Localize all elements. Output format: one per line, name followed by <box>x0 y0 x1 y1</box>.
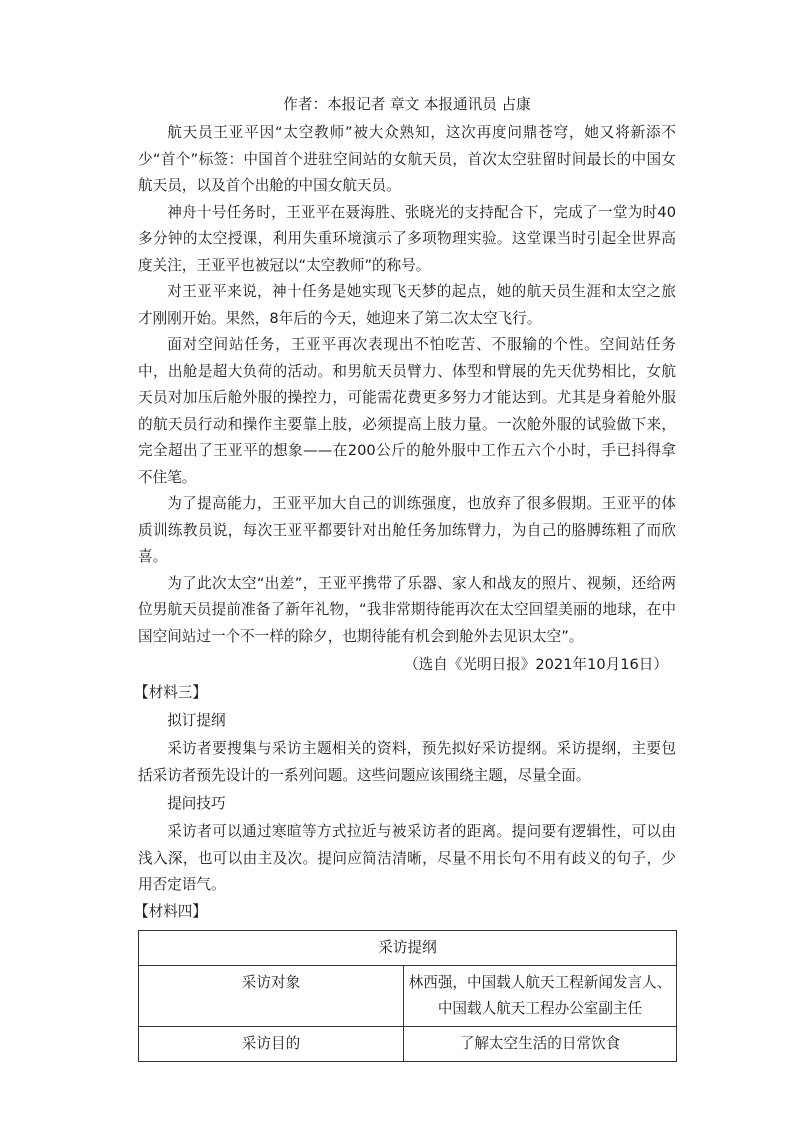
material-3-subheading-questions: 提问技巧 <box>167 795 226 812</box>
article-paragraph-4: 面对空间站任务，王亚平再次表现出不怕吃苦、不服输的个性。空间站任务中，出舱是超大负荷的活动。和男航天员臂力、体型和臂展的先天优势相比，女航天员对加压后舱外服的操控力，可能需花费更多努力才能达到。尤其是身着舱外服的航天员行动和操作主要靠上肢，必须提高上肢力量。一次舱外服的试验做下来，完全超出了王亚平的想象——在200公斤的舱外服中工作五六个小时，手已抖得拿不住笔。 <box>138 336 676 486</box>
table-cell-value: 林西强，中国载人航天工程新闻发言人、中国载人航天工程办公室副主任 <box>404 965 677 1026</box>
material-3-body-questions: 采访者可以通过寒暄等方式拉近与被采访者的距离。提问要有逻辑性，可以由浅入深，也可以由主及次。提问应简洁清晰，尽量不用长句不用有歧义的句子，少用否定语气。 <box>138 823 676 893</box>
table-cell-label: 采访目的 <box>139 1026 404 1061</box>
table-row <box>139 1026 677 1061</box>
article-paragraph-3: 对王亚平来说，神十任务是她实现飞天梦的起点，她的航天员生涯和太空之旅才刚刚开始。果然，8年后的今天，她迎来了第二次太空飞行。 <box>138 283 676 327</box>
table-cell-label: 采访对象 <box>139 965 404 1026</box>
article-paragraph-1: 航天员王亚平因“太空教师”被大众熟知，这次再度问鼎苍穹，她又将新添不少“首个”标签：中国首个进驻空间站的女航天员，首次太空驻留时间最长的中国女航天员，以及首个出舱的中国女航天员。 <box>138 124 676 194</box>
material-3-subheading-outline: 拟订提纲 <box>167 712 226 729</box>
material-4-heading: 【材料四】 <box>134 902 207 920</box>
table-row <box>139 965 677 1026</box>
table-title-row <box>139 930 677 965</box>
interview-outline-table <box>138 930 677 1062</box>
article-paragraph-2: 神舟十号任务时，王亚平在聂海胜、张晓光的支持配合下，完成了一堂为时40多分钟的太空授课，利用失重环境演示了多项物理实验。这堂课当时引起全世界高度关注，王亚平也被冠以“太空教师”的称号。 <box>138 203 676 274</box>
article-source: （选自《光明日报》2021年10月16日） <box>404 656 668 673</box>
document-page <box>134 94 676 1062</box>
table-title: 采访提纲 <box>139 930 677 965</box>
material-3-heading: 【材料三】 <box>134 684 207 701</box>
article-paragraph-6: 为了此次太空“出差”，王亚平携带了乐器、家人和战友的照片、视频，还给两位男航天员提前准备了新年礼物，“我非常期待能再次在太空回望美丽的地球，在中国空间站过一个不一样的除夕，也期待能有机会到舱外去见识太空”。 <box>138 574 676 645</box>
table-cell-value: 了解太空生活的日常饮食 <box>404 1026 677 1061</box>
article-paragraph-5: 为了提高能力，王亚平加大自己的训练强度，也放弃了很多假期。王亚平的体质训练教员说，每次王亚平都要针对出舱任务加练臂力，为自己的胳膊练粗了而欣喜。 <box>138 495 676 565</box>
material-3-body-outline: 采访者要搜集与采访主题相关的资料，预先拟好采访提纲。采访提纲，主要包括采访者预先设计的一系列问题。这些问题应该围绕主题，尽量全面。 <box>138 740 676 784</box>
article-byline: 作者：本报记者 章文 本报通讯员 占康 <box>283 96 531 113</box>
